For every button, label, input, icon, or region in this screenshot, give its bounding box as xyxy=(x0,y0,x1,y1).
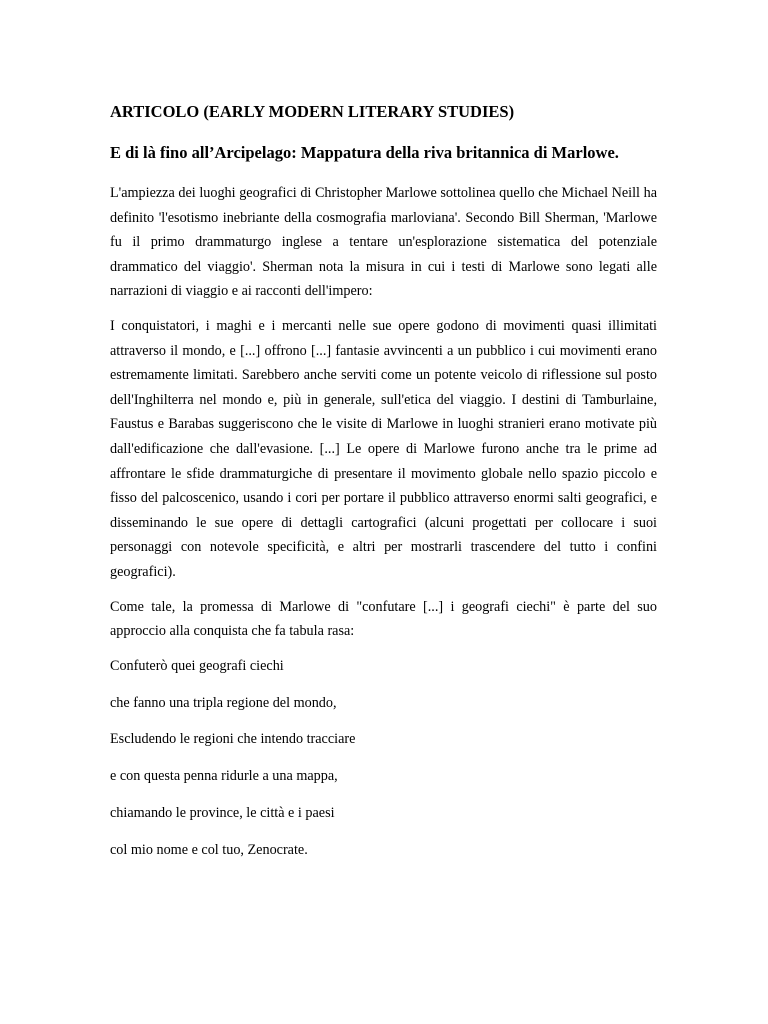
verse-line: Confuterò quei geografi ciechi xyxy=(110,657,284,674)
article-title: E di là fino all’Arcipelago: Mappatura della riva britannica di Marlowe. xyxy=(110,143,619,162)
block-quote-paragraph: I conquistatori, i maghi e i mercanti nelle sue opere godono di movimenti quasi illimitati attraverso il mondo, e [...] offrono [...] fantasie avvincenti a un pubblico i cui movimenti erano estremamente limitati. Sarebbero anche serviti come un potente veicolo di riflessione sul posto dell'Inghilterra nel mondo e, più in generale, sull'etica del viaggio. I destini di Tamburlaine, Faustus e Barabas suggeriscono che le visite di Marlowe in luoghi stranieri erano motivate più dall'edificazione che dall'evasione. [...] Le opere di Marlowe furono anche tra le prime ad affrontare le sfide drammaturgiche di presentare il movimento globale nello spazio piccolo e fisso del palcoscenico, usando i cori per portare il pubblico attraverso enormi salti geografici, e disseminando le sue opere di dettagli cartografici (alcuni progettati per collocare i suoi personaggi con notevole specificità, e altri per mostrarli trascendere del tutto i confini geografici). xyxy=(110,317,657,580)
verse-block xyxy=(110,654,657,863)
verse-line: e con questa penna ridurle a una mappa, xyxy=(110,768,338,785)
verse-line: che fanno una tripla regione del mondo, xyxy=(110,694,337,711)
section-label: ARTICOLO (EARLY MODERN LITERARY STUDIES) xyxy=(110,102,515,121)
intro-paragraph: L'ampiezza dei luoghi geografici di Christopher Marlowe sottolinea quello che Michael Neill ha definito 'l'esotismo inebriante della cosmografia marloviana'. Secondo Bill Sherman, 'Marlowe fu il primo drammaturgo inglese a tentare un'esplorazione sistematica del potenziale drammatico del viaggio'. Sherman nota la misura in cui i testi di Marlowe sono legati alle narrazioni di viaggio e ai racconti dell'impero: xyxy=(110,185,657,300)
document-page xyxy=(110,100,657,875)
verse-intro-paragraph: Come tale, la promessa di Marlowe di "confutare [...] i geografi ciechi" è parte del suo approccio alla conquista che fa tabula rasa: xyxy=(110,598,657,640)
verse-line: chiamando le province, le città e i paesi xyxy=(110,805,335,822)
verse-line: Escludendo le regioni che intendo tracciare xyxy=(110,731,356,748)
verse-line: col mio nome e col tuo, Zenocrate. xyxy=(110,842,308,859)
